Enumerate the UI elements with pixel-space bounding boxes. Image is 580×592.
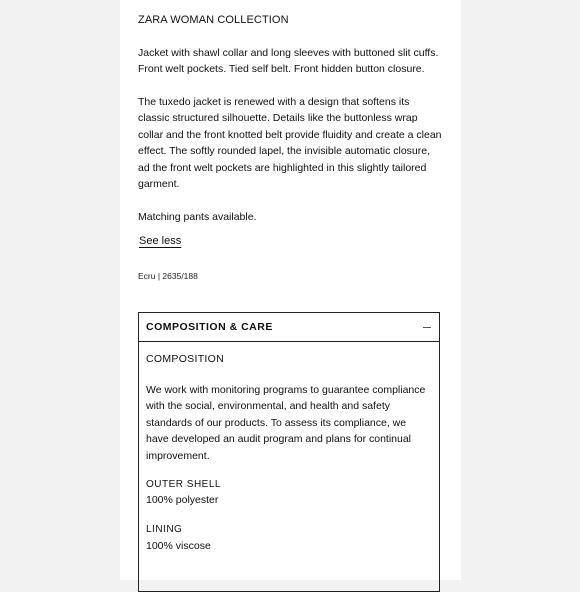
description-long: The tuxedo jacket is renewed with a design that softens its classic structured silhouette. Details like the buttonless wrap collar and the front knotted belt provide fluidity and create a clean effect. The softly rounded lapel, the invisible automatic closure, ad the front welt pockets are highlighted in this slightly tailored garment. xyxy=(138,96,442,191)
collection-name: ZARA WOMAN COLLECTION xyxy=(138,14,289,26)
lining-label: LINING xyxy=(146,524,183,535)
composition-care-header[interactable] xyxy=(139,313,439,342)
composition-text: We work with monitoring programs to guarantee compliance with the social, environmental, and health and safety standards of our products. To assess its compliance, we have developed an audit program and plans for continual improvement. xyxy=(146,384,426,462)
composition-heading: COMPOSITION xyxy=(146,353,224,365)
matching-note: Matching pants available. xyxy=(138,211,257,223)
outer-shell-label: OUTER SHELL xyxy=(146,479,221,490)
composition-care-title: COMPOSITION & CARE xyxy=(146,321,273,333)
lining-value: 100% viscose xyxy=(146,540,211,552)
product-details-panel xyxy=(120,0,461,580)
outer-shell-value: 100% polyester xyxy=(146,494,219,506)
composition-care-accordion xyxy=(138,312,440,592)
minus-icon[interactable] xyxy=(423,327,431,328)
color-reference: Ecru | 2635/188 xyxy=(138,271,198,281)
see-less-link[interactable]: See less xyxy=(139,235,182,247)
description-short: Jacket with shawl collar and long sleeves with buttoned slit cuffs. Front welt pockets. Tied self belt. Front hidden button closure. xyxy=(138,47,439,76)
